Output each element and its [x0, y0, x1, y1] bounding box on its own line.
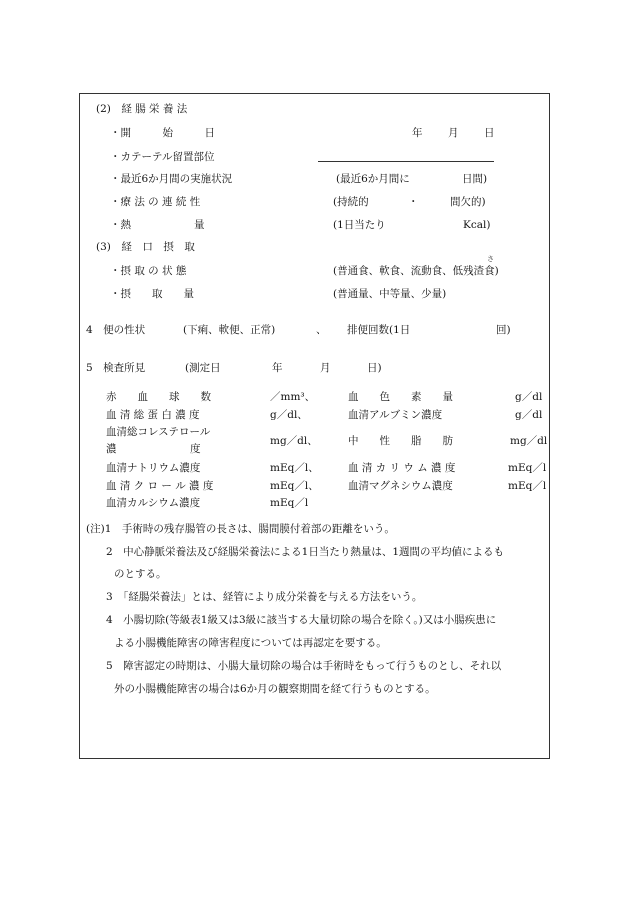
lab-name-hemoglobin: 血 色 素 量	[348, 391, 453, 403]
lab-unit-chloride[interactable]: mEq／l、	[270, 480, 319, 492]
lab-unit-rbc[interactable]: ／mm³、	[270, 391, 316, 403]
lab-unit-magnesium[interactable]: mEq／l	[508, 480, 547, 492]
lab-unit-cholesterol[interactable]: mg／dl、	[270, 435, 318, 447]
lab-unit-triglyceride[interactable]: mg／dl	[510, 435, 548, 447]
exam-date-label: (測定日	[185, 362, 221, 374]
start-date-label: ・開 始 日	[110, 127, 215, 139]
intake-state-label: ・摂 取 の 状 態	[110, 265, 187, 277]
lab-unit-total-protein[interactable]: g／dl、	[270, 409, 308, 421]
lab-unit-sodium[interactable]: mEq／l、	[270, 462, 319, 474]
intake-amount-label: ・摂 取 量	[110, 288, 194, 300]
enteral-nutrition-heading: (2) 経 腸 栄 養 法	[96, 103, 188, 115]
stool-label: 4 便の性状	[86, 324, 146, 336]
note-4-line2: よる小腸機能障害の障害程度については再認定を要する。	[114, 637, 387, 649]
lab-name-triglyceride: 中 性 脂 肪	[348, 435, 453, 447]
lab-unit-potassium[interactable]: mEq／l	[508, 462, 547, 474]
lab-name-cholesterol: 血清総コレステロール	[106, 426, 211, 438]
catheter-site-label: ・カテーテル留置部位	[110, 151, 215, 163]
note-5-line1: 5 障害認定の時期は、小腸大量切除の場合は手術時をもって行うものとし、それ以	[106, 660, 502, 672]
start-month-field[interactable]: 月	[448, 127, 459, 139]
lab-name-chloride: 血 清 ク ロ ー ル 濃 度	[106, 480, 214, 492]
intake-state-ruby: さ	[487, 255, 494, 263]
note-2-line2: のとする。	[114, 568, 167, 580]
lab-name-rbc: 赤 血 球 数	[106, 391, 211, 403]
stool-separator: 、	[316, 324, 327, 336]
start-year-field[interactable]: 年	[412, 127, 423, 139]
lab-name-albumin: 血清アルブミン濃度	[348, 409, 443, 421]
intake-state-options[interactable]: (普通食、軟食、流動食、低残渣食)	[333, 265, 499, 277]
continuity-separator: ・	[408, 196, 419, 208]
intake-amount-options[interactable]: (普通量、中等量、少量)	[333, 288, 447, 300]
lab-unit-albumin[interactable]: g／dl	[515, 409, 543, 421]
lab-name-potassium: 血 清 カ リ ウ ム 濃 度	[348, 462, 456, 474]
note-2-line1: 2 中心静脈栄養法及び経腸栄養法による1日当たり熱量は、1週間の平均値によるも	[106, 546, 505, 558]
note-4-line1: 4 小腸切除(等級表1級又は3級に該当する大量切除の場合を除く。)又は小腸疾患に	[106, 614, 497, 626]
lab-name-magnesium: 血清マグネシウム濃度	[348, 480, 453, 492]
stool-count-label: 排便回数(1日	[347, 324, 411, 336]
calorie-unit[interactable]: Kcal)	[463, 219, 491, 231]
lab-name-sodium: 血清ナトリウム濃度	[106, 462, 201, 474]
recent-status-days[interactable]: 日間)	[462, 173, 488, 185]
catheter-site-input-line[interactable]	[318, 161, 494, 162]
exam-day-field[interactable]: 日)	[367, 362, 382, 374]
recent-status-value: (最近6か月間に	[336, 173, 410, 185]
lab-unit-hemoglobin[interactable]: g／dl	[515, 391, 543, 403]
stool-options[interactable]: (下痢、軟便、正常)	[183, 324, 276, 336]
exam-year-field[interactable]: 年	[272, 362, 283, 374]
note-3: 3 「経腸栄養法」とは、経管により成分栄養を与える方法をいう。	[106, 591, 423, 603]
exam-month-field[interactable]: 月	[320, 362, 331, 374]
lab-unit-calcium[interactable]: mEq／l	[270, 497, 309, 509]
note-5-line2: 外の小腸機能障害の場合は6か月の観察期間を経て行うものとする。	[114, 683, 436, 695]
lab-name-calcium: 血清カルシウム濃度	[106, 497, 201, 509]
continuity-label: ・療 法 の 連 続 性	[110, 196, 201, 208]
recent-status-label: ・最近6か月間の実施状況	[110, 173, 233, 185]
exam-label: 5 検査所見	[86, 362, 146, 374]
note-1: (注)1 手術時の残存腸管の長さは、腸間膜付着部の距離をいう。	[86, 523, 395, 535]
continuity-continuous[interactable]: (持続的	[333, 196, 369, 208]
lab-name-total-protein: 血 清 総 蛋 白 濃 度	[106, 409, 200, 421]
calorie-per-day: (1日当たり	[333, 219, 386, 231]
calorie-label: ・熱 量	[110, 219, 205, 231]
continuity-intermittent[interactable]: 間欠的)	[450, 196, 486, 208]
stool-count-close[interactable]: 回)	[496, 324, 511, 336]
start-day-field[interactable]: 日	[484, 127, 495, 139]
lab-name-cholesterol-line2: 濃 度	[106, 443, 201, 455]
oral-intake-heading: (3) 経 口 摂 取	[96, 241, 195, 253]
